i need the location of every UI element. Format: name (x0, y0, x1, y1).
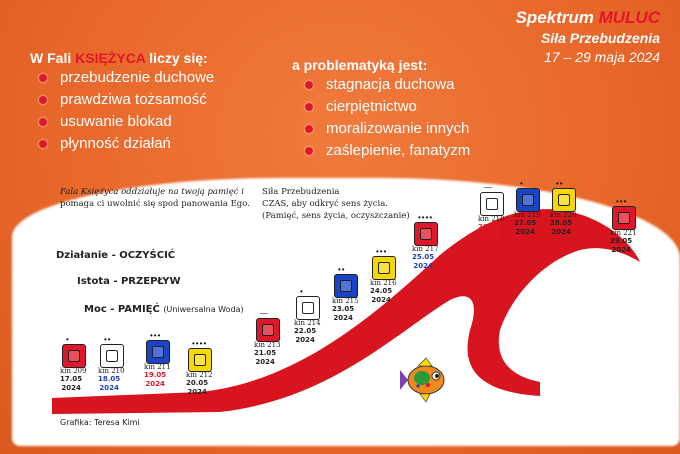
wave-description-line: Fala Księżyca oddziałuje na twoją pamięć i (60, 187, 244, 197)
day-date (144, 371, 166, 389)
kin-label: kin 210 (98, 367, 125, 375)
left-title-suffix: liczy się: (145, 50, 208, 66)
kin-glyph-icon (296, 296, 320, 320)
glyph-symbol (152, 346, 164, 358)
kin-label: kin 216 (370, 279, 397, 287)
kin-label: kin 215 (332, 297, 359, 305)
kin-glyph-icon (256, 318, 280, 342)
list-item-label: usuwanie blokad (60, 113, 172, 130)
page-subtitle: Siła Przebudzenia (540, 30, 660, 46)
year-value: 2024 (99, 384, 119, 392)
glyph-symbol (262, 324, 274, 336)
glyph-symbol (522, 194, 534, 206)
tone-dots: • (300, 287, 304, 296)
year-value: 2024 (479, 232, 499, 240)
day-date (60, 375, 82, 393)
tone-dots: • (66, 335, 70, 344)
kin-label: kin 221 (610, 229, 637, 237)
list-item-label: moralizowanie innych (326, 120, 470, 137)
year-value: 2024 (333, 314, 353, 322)
date-value: 29.05 (610, 237, 633, 245)
day-date (294, 327, 316, 345)
year-value: 2024 (61, 384, 81, 392)
kin-glyph-icon (516, 188, 540, 212)
list-item-label: zaślepienie, fanatyzm (326, 142, 471, 159)
kin-glyph-icon (334, 274, 358, 298)
kin-glyph-icon (62, 344, 86, 368)
year-value: 2024 (413, 262, 433, 270)
kin-glyph-icon (552, 188, 576, 212)
left-title-accent: KSIĘŻYCA (75, 50, 146, 66)
date-value: 27.05 (514, 219, 537, 227)
kin-label: kin 212 (186, 371, 213, 379)
glyph-symbol (68, 350, 80, 362)
list-item-label: płynność działań (60, 135, 171, 152)
day-date (550, 219, 572, 237)
glyph-symbol (378, 262, 390, 274)
year-value: 2024 (611, 246, 631, 254)
tone-dots: ••• (376, 247, 388, 256)
kin-glyph-icon (372, 256, 396, 280)
day-date (332, 305, 354, 323)
power-label-note: (Uniwersalna Woda) (163, 305, 244, 314)
tone-dots: ••• (150, 331, 162, 340)
kin-glyph-icon (612, 206, 636, 230)
glyph-symbol (194, 354, 206, 366)
tone-dots: •• (104, 335, 112, 344)
tone-dots: ••• (616, 197, 628, 206)
date-value: 28.05 (550, 219, 573, 227)
glyph-symbol (302, 302, 314, 314)
kin-glyph-icon (414, 222, 438, 246)
tone-dots: •••• (192, 339, 208, 348)
kin-label: kin 213 (254, 341, 281, 349)
day-date (514, 219, 536, 237)
date-value: 18.05 (98, 375, 121, 383)
day-date (478, 223, 500, 241)
action-label: Działanie - OCZYŚCIĆ (56, 250, 176, 261)
date-value: 20.05 (186, 379, 209, 387)
glyph-symbol (486, 198, 498, 210)
list-item-label: stagnacja duchowa (326, 76, 455, 93)
title-prefix: Spektrum (515, 8, 599, 27)
wave-power-line: (Pamięć, sens życia, oczyszczanie) (262, 211, 410, 221)
right-list-title: a problematyką jest: (292, 57, 428, 73)
title-accent: MULUC (598, 8, 660, 27)
tone-dots: — (260, 309, 269, 318)
date-value: 23.05 (332, 305, 355, 313)
tone-dots: • (520, 179, 524, 188)
wave-power-line: Siła Przebudzenia (262, 187, 340, 197)
year-value: 2024 (295, 336, 315, 344)
year-value: 2024 (371, 296, 391, 304)
kin-label: kin 219 (514, 211, 541, 219)
tone-dots: •• (338, 265, 346, 274)
wave-description-line: pomaga ci uwolnić się spod panowania Ego. (60, 199, 250, 209)
year-value: 2024 (515, 228, 535, 236)
tone-dots: — (484, 183, 493, 192)
credit: Grafika: Teresa Kimi (60, 418, 140, 427)
kin-label: kin 217 (412, 245, 439, 253)
day-date (98, 375, 120, 393)
kin-label: kin 211 (144, 363, 171, 371)
day-date (186, 379, 208, 397)
list-item-label: cierpiętnictwo (326, 98, 417, 115)
date-range: 17 – 29 maja 2024 (544, 49, 660, 65)
essence-label: Istota - PRZEPŁYW (77, 276, 181, 287)
kin-label: kin 218 (478, 215, 505, 223)
day-date (412, 253, 434, 271)
kin-label: kin 220 (550, 211, 577, 219)
tone-dots: •• (556, 179, 564, 188)
power-label-text: Moc - PAMIĘĆ (84, 304, 160, 315)
kin-glyph-icon (188, 348, 212, 372)
kin-label: kin 209 (60, 367, 87, 375)
day-date (254, 349, 276, 367)
date-value: 24.05 (370, 287, 393, 295)
kin-glyph-icon (480, 192, 504, 216)
wave-power-line: CZAS, aby odkryć sens życia. (262, 199, 388, 209)
day-date (610, 237, 632, 255)
date-value: 26.05 (478, 223, 501, 231)
kin-glyph-icon (146, 340, 170, 364)
left-title-prefix: W Fali (30, 50, 76, 66)
glyph-symbol (106, 350, 118, 362)
year-value: 2024 (551, 228, 571, 236)
tone-dots: •••• (418, 213, 434, 222)
kin-glyph-icon (100, 344, 124, 368)
day-date (370, 287, 392, 305)
date-value: 25.05 (412, 253, 435, 261)
year-value: 2024 (145, 380, 165, 388)
glyph-symbol (618, 212, 630, 224)
date-value: 21.05 (254, 349, 277, 357)
fish-icon (400, 354, 456, 406)
kin-label: kin 214 (294, 319, 321, 327)
year-value: 2024 (187, 388, 207, 396)
date-value: 17.05 (60, 375, 83, 383)
glyph-symbol (558, 194, 570, 206)
glyph-symbol (340, 280, 352, 292)
date-value: 22.05 (294, 327, 317, 335)
date-value: 19.05 (144, 371, 167, 379)
year-value: 2024 (255, 358, 275, 366)
list-item-label: prawdziwa tożsamość (60, 91, 207, 108)
glyph-symbol (420, 228, 432, 240)
list-item-label: przebudzenie duchowe (60, 69, 215, 86)
